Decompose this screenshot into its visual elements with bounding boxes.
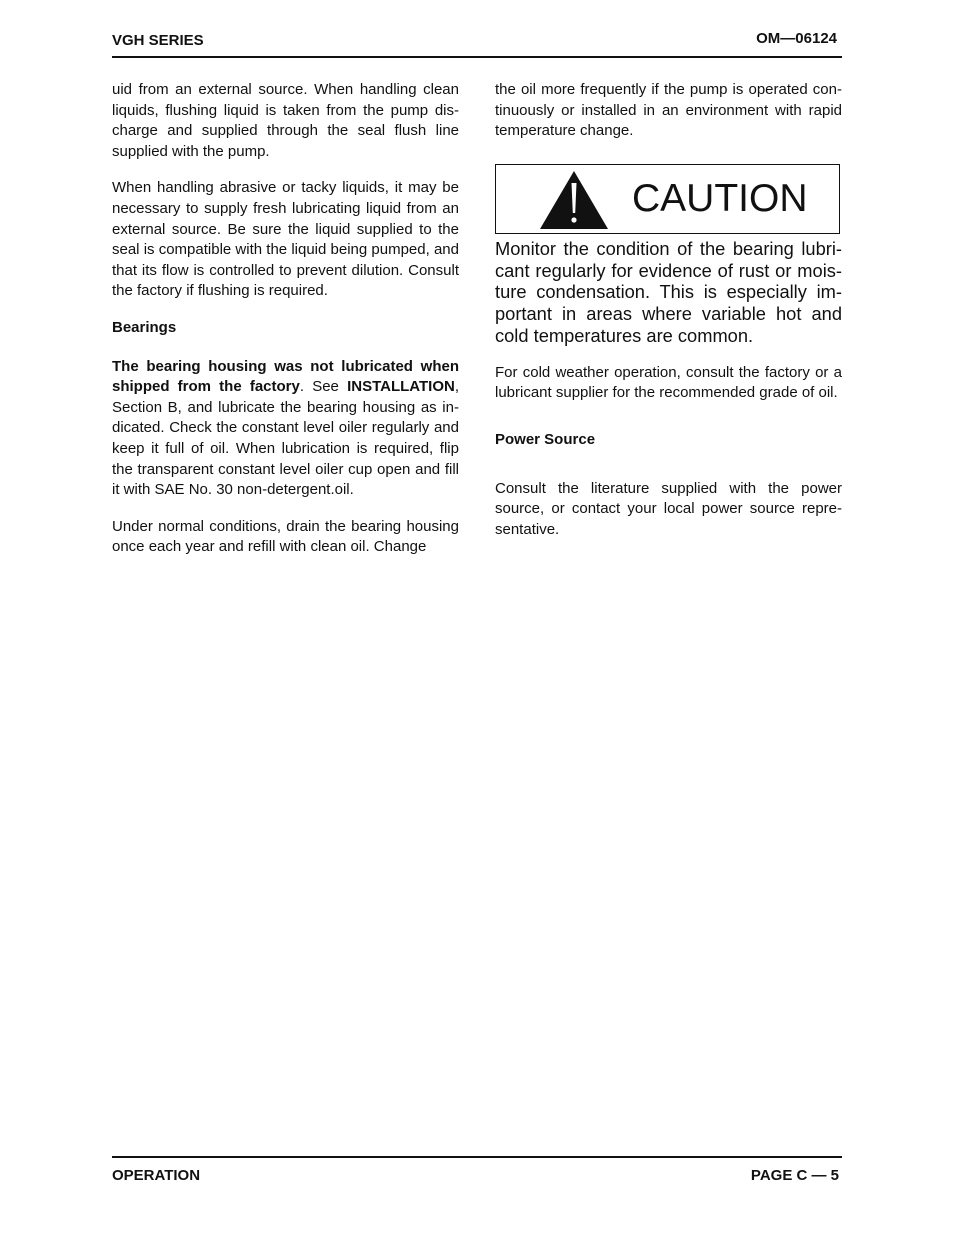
page-footer (112, 1156, 842, 1188)
installation-reference: INSTALLATION (347, 378, 455, 396)
paragraph-flushing-liquid: uid from an external source. When handling clean liquids, flushing liquid is taken from the pump discharge and supplied through the seal flush line supplied with the pump. (112, 81, 459, 160)
paragraph-power-source: Consult the literature supplied with the power source, or contact your local power source representative. (495, 479, 842, 538)
caution-box (495, 164, 840, 234)
warning-triangle-icon (538, 169, 610, 231)
paragraph-change-oil: the oil more frequently if the pump is operated continuously or installed in an environment with rapid temperature change. (495, 81, 842, 140)
lubrication-instructions: , Section B, and lubricate the bearing housing as indicated. Check the constant level oiler regularly and keep it full of oil. When lubrication is required, flip the transparent constant level oiler cup open and fill it with SAE No. 30 non-detergent.oil. (112, 378, 459, 499)
document-number: OM—06124 (756, 30, 837, 47)
page-number: PAGE C — 5 (750, 1167, 839, 1184)
right-column (495, 80, 842, 556)
series-title: VGH SERIES (112, 32, 204, 49)
bearings-heading: Bearings (112, 318, 177, 336)
paragraph-bearing-lubrication (112, 357, 459, 501)
bearing-warning-bold: The bearing housing was not lubricated when shipped from the factory (112, 357, 459, 396)
paragraph-drain-bearing: Under normal conditions, drain the bearing housing once each year and refill with clean oil. Change (112, 517, 459, 556)
section-name: OPERATION (112, 1167, 201, 1184)
power-source-heading: Power Source (495, 430, 596, 448)
paragraph-abrasive-liquids: When handling abrasive or tacky liquids, it may be necessary to supply fresh lubricating liquid from an external source. Be sure the liquid supplied to the seal is compatible with the liquid being pumped, and that its flow is controlled to prevent dilution. Consult the factory if flushing is required. (112, 179, 459, 300)
page-header (112, 30, 842, 58)
caution-message: Monitor the condition of the bearing lubricant regularly for evidence of rust or moisture condensation. This is especially important in areas where variable hot and cold temperatures are common. (495, 237, 842, 346)
see-text: . See (299, 378, 348, 396)
left-column (112, 80, 459, 574)
paragraph-cold-weather: For cold weather operation, consult the factory or a lubricant supplier for the recommended grade of oil. (495, 363, 842, 402)
caution-label: CAUTION (632, 176, 808, 220)
